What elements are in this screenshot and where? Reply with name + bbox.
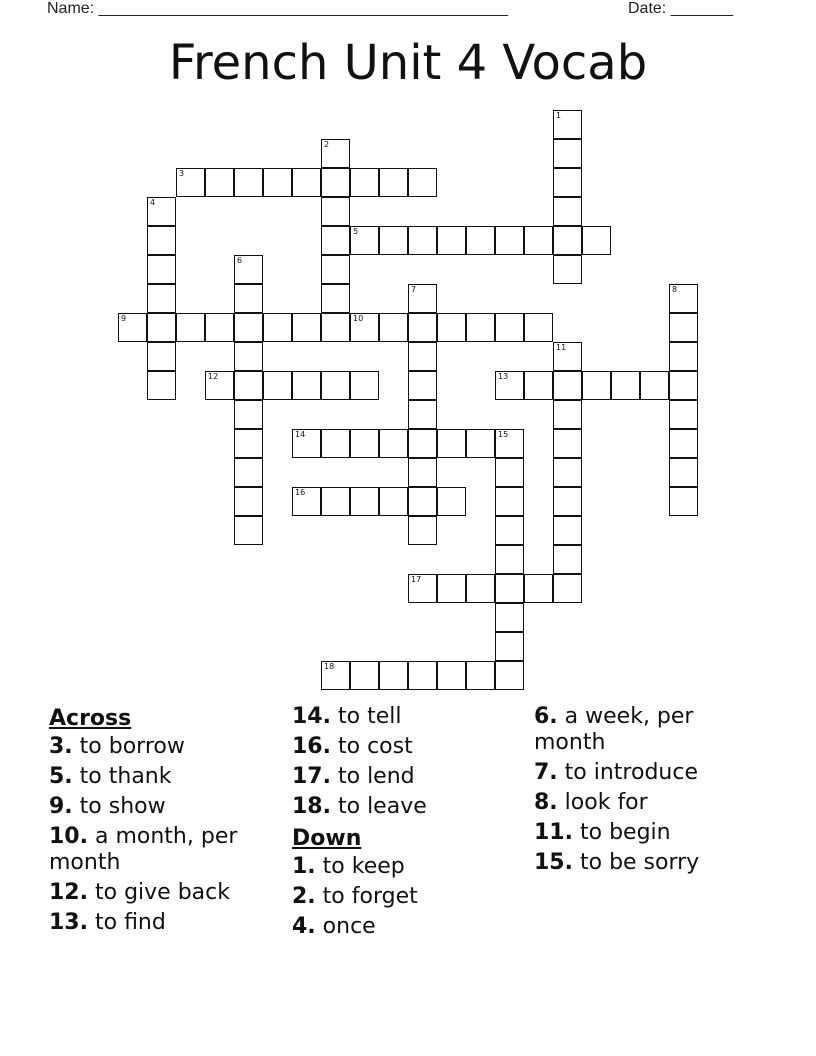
crossword-cell[interactable] [292, 313, 321, 342]
crossword-cell[interactable] [205, 371, 234, 400]
crossword-cell[interactable] [495, 632, 524, 661]
crossword-cell[interactable] [321, 661, 350, 690]
crossword-cell[interactable] [176, 168, 205, 197]
crossword-cell[interactable] [350, 429, 379, 458]
crossword-cell[interactable] [147, 284, 176, 313]
clue-number: 11 [556, 343, 567, 352]
clue-number: 17 [411, 575, 422, 584]
crossword-cell[interactable] [437, 661, 466, 690]
crossword-cell[interactable] [147, 313, 176, 342]
crossword-cell[interactable] [495, 516, 524, 545]
crossword-cell[interactable] [466, 661, 495, 690]
crossword-cell[interactable] [234, 487, 263, 516]
crossword-cell[interactable] [524, 226, 553, 255]
crossword-cell[interactable] [553, 226, 582, 255]
crossword-cell[interactable] [350, 487, 379, 516]
clue-down-1: 1. to keep [292, 854, 405, 879]
date-line: Date: _______ [628, 0, 733, 17]
crossword-cell[interactable] [524, 574, 553, 603]
clue-down-11: 11. to begin [534, 820, 671, 845]
crossword-cell[interactable] [321, 284, 350, 313]
crossword-cell[interactable] [553, 371, 582, 400]
crossword-cell[interactable] [495, 574, 524, 603]
crossword-cell[interactable] [321, 255, 350, 284]
crossword-cell[interactable] [669, 429, 698, 458]
crossword-cell[interactable] [611, 371, 640, 400]
crossword-cell[interactable] [553, 197, 582, 226]
clue-number: 6 [237, 256, 243, 265]
crossword-cell[interactable] [263, 371, 292, 400]
clue-across-17: 17. to lend [292, 764, 415, 789]
crossword-cell[interactable] [466, 313, 495, 342]
crossword-cell[interactable] [553, 487, 582, 516]
clue-number: 3 [179, 169, 185, 178]
clue-across-18: 18. to leave [292, 794, 427, 819]
crossword-cell[interactable] [234, 255, 263, 284]
clue-down-2: 2. to forget [292, 884, 418, 909]
crossword-cell[interactable] [234, 284, 263, 313]
clue-across-5: 5. to thank [49, 764, 172, 789]
crossword-cell[interactable] [437, 487, 466, 516]
crossword-cell[interactable] [524, 313, 553, 342]
crossword-cell[interactable] [321, 168, 350, 197]
crossword-cell[interactable] [234, 313, 263, 342]
crossword-cell[interactable] [292, 168, 321, 197]
crossword-cell[interactable] [669, 284, 698, 313]
crossword-cell[interactable] [495, 313, 524, 342]
clue-down-7: 7. to introduce [534, 760, 698, 785]
crossword-cell[interactable] [495, 458, 524, 487]
crossword-cell[interactable] [466, 574, 495, 603]
crossword-cell[interactable] [292, 371, 321, 400]
across-heading: Across [49, 706, 132, 731]
crossword-cell[interactable] [263, 313, 292, 342]
clue-number: 14 [295, 430, 306, 439]
crossword-cell[interactable] [408, 313, 437, 342]
crossword-cell[interactable] [321, 197, 350, 226]
crossword-cell[interactable] [582, 371, 611, 400]
clue-down-8: 8. look for [534, 790, 648, 815]
crossword-cell[interactable] [553, 458, 582, 487]
clue-across-14: 14. to tell [292, 704, 402, 729]
crossword-cell[interactable] [379, 661, 408, 690]
clue-number: 8 [672, 285, 678, 294]
crossword-cell[interactable] [379, 226, 408, 255]
crossword-cell[interactable] [408, 574, 437, 603]
crossword-cell[interactable] [437, 313, 466, 342]
crossword-cell[interactable] [553, 255, 582, 284]
crossword-cell[interactable] [553, 139, 582, 168]
crossword-cell[interactable] [495, 429, 524, 458]
crossword-cell[interactable] [495, 661, 524, 690]
crossword-cell[interactable] [350, 661, 379, 690]
crossword-cell[interactable] [408, 226, 437, 255]
crossword-cell[interactable] [292, 487, 321, 516]
clue-number: 10 [353, 314, 364, 323]
crossword-cell[interactable] [321, 313, 350, 342]
clue-down-6: 6. a week, per month [534, 704, 694, 755]
clue-column-3 [534, 704, 769, 880]
crossword-cell[interactable] [147, 255, 176, 284]
crossword-cell[interactable] [379, 168, 408, 197]
crossword-cell[interactable] [437, 429, 466, 458]
crossword-cell[interactable] [553, 545, 582, 574]
crossword-cell[interactable] [640, 371, 669, 400]
crossword-cell[interactable] [495, 545, 524, 574]
crossword-cell[interactable] [553, 400, 582, 429]
name-line: Name: ______________________________________________ [47, 0, 508, 17]
clue-across-3: 3. to borrow [49, 734, 185, 759]
crossword-cell[interactable] [350, 168, 379, 197]
crossword-cell[interactable] [408, 429, 437, 458]
down-heading: Down [292, 826, 362, 851]
crossword-cell[interactable] [147, 342, 176, 371]
clue-number: 2 [324, 140, 330, 149]
crossword-cell[interactable] [234, 516, 263, 545]
crossword-cell[interactable] [495, 487, 524, 516]
crossword-cell[interactable] [408, 168, 437, 197]
crossword-cell[interactable] [495, 603, 524, 632]
crossword-cell[interactable] [234, 168, 263, 197]
clue-column-2 [292, 704, 517, 944]
clue-down-15: 15. to be sorry [534, 850, 700, 875]
clue-number: 7 [411, 285, 417, 294]
crossword-cell[interactable] [408, 516, 437, 545]
clue-number: 4 [150, 198, 156, 207]
clue-number: 1 [556, 111, 562, 120]
crossword-cell[interactable] [234, 400, 263, 429]
crossword-cell[interactable] [379, 429, 408, 458]
clue-number: 5 [353, 227, 359, 236]
crossword-cell[interactable] [234, 429, 263, 458]
crossword-cell[interactable] [669, 487, 698, 516]
crossword-cell[interactable] [321, 139, 350, 168]
crossword-cell[interactable] [321, 371, 350, 400]
clue-across-10: 10. a month, per month [49, 824, 238, 875]
crossword-cell[interactable] [553, 429, 582, 458]
crossword-cell[interactable] [408, 661, 437, 690]
crossword-cell[interactable] [524, 371, 553, 400]
crossword-cell[interactable] [379, 313, 408, 342]
page-title: French Unit 4 Vocab [168, 35, 648, 91]
clue-number: 16 [295, 488, 306, 497]
crossword-cell[interactable] [437, 574, 466, 603]
clue-number: 15 [498, 430, 509, 439]
crossword-cell[interactable] [669, 400, 698, 429]
crossword-cell[interactable] [553, 168, 582, 197]
crossword-cell[interactable] [408, 400, 437, 429]
crossword-cell[interactable] [234, 371, 263, 400]
crossword-cell[interactable] [234, 342, 263, 371]
crossword-cell[interactable] [495, 371, 524, 400]
crossword-cell[interactable] [263, 168, 292, 197]
crossword-cell[interactable] [321, 487, 350, 516]
clue-number: 9 [121, 314, 127, 323]
clue-down-4: 4. once [292, 914, 376, 939]
clue-across-16: 16. to cost [292, 734, 413, 759]
crossword-cell[interactable] [495, 226, 524, 255]
crossword-cell[interactable] [408, 284, 437, 313]
crossword-cell[interactable] [350, 226, 379, 255]
crossword-cell[interactable] [321, 429, 350, 458]
clue-column-1 [49, 704, 274, 940]
crossword-cell[interactable] [669, 342, 698, 371]
crossword-cell[interactable] [118, 313, 147, 342]
crossword-cell[interactable] [408, 342, 437, 371]
clue-number: 13 [498, 372, 509, 381]
crossword-cell[interactable] [669, 458, 698, 487]
crossword-cell[interactable] [437, 226, 466, 255]
clue-number: 18 [324, 662, 335, 671]
crossword-cell[interactable] [350, 313, 379, 342]
clue-across-13: 13. to find [49, 910, 166, 935]
crossword-cell[interactable] [466, 226, 495, 255]
crossword-cell[interactable] [582, 226, 611, 255]
crossword-cell[interactable] [234, 458, 263, 487]
crossword-cell[interactable] [669, 313, 698, 342]
crossword-cell[interactable] [292, 429, 321, 458]
crossword-cell[interactable] [408, 371, 437, 400]
crossword-cell[interactable] [553, 342, 582, 371]
crossword-cell[interactable] [147, 226, 176, 255]
clue-across-9: 9. to show [49, 794, 166, 819]
crossword-cell[interactable] [350, 371, 379, 400]
crossword-cell[interactable] [553, 110, 582, 139]
crossword-cell[interactable] [669, 371, 698, 400]
crossword-cell[interactable] [379, 487, 408, 516]
crossword-cell[interactable] [553, 574, 582, 603]
crossword-cell[interactable] [205, 168, 234, 197]
crossword-cell[interactable] [408, 458, 437, 487]
clue-across-12: 12. to give back [49, 880, 230, 905]
crossword-cell[interactable] [176, 313, 205, 342]
clue-number: 12 [208, 372, 219, 381]
crossword-cell[interactable] [321, 226, 350, 255]
crossword-cell[interactable] [147, 371, 176, 400]
crossword-cell[interactable] [466, 429, 495, 458]
crossword-cell[interactable] [553, 516, 582, 545]
crossword-cell[interactable] [147, 197, 176, 226]
crossword-cell[interactable] [205, 313, 234, 342]
crossword-cell[interactable] [408, 487, 437, 516]
